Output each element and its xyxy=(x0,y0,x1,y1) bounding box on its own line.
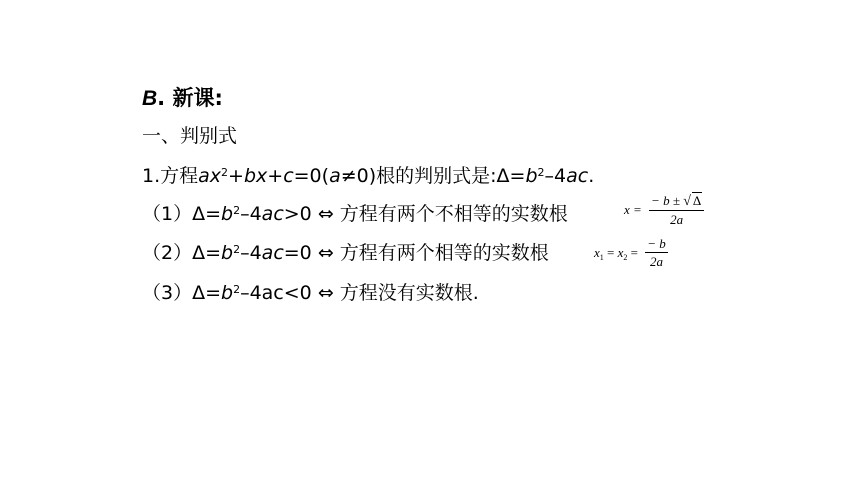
iff-arrow-icon: ⇔ xyxy=(317,282,334,304)
def-ax: ax xyxy=(198,165,222,187)
double-root-formula xyxy=(594,236,668,269)
case-relation: =0 xyxy=(283,242,312,264)
case-label: （3） xyxy=(142,282,193,304)
title-text: 新课: xyxy=(172,86,223,110)
case-3 xyxy=(142,281,479,305)
formula-numerator xyxy=(649,192,704,211)
def-square: 2 xyxy=(221,166,229,179)
def-prefix: 1.方程 xyxy=(142,165,199,187)
root-formula xyxy=(624,192,704,227)
def-b: b xyxy=(525,165,538,187)
iff-arrow-icon: ⇔ xyxy=(317,242,334,264)
def-plus: + xyxy=(228,165,244,187)
case-1 xyxy=(142,202,568,226)
x1: x xyxy=(594,244,600,260)
discriminant-definition xyxy=(142,164,594,188)
case-text: 方程有两个不相等的实数根 xyxy=(339,203,568,225)
def-c: c xyxy=(283,165,294,187)
case-delta: Δ= xyxy=(192,203,222,225)
case-text: 方程有两个相等的实数根 xyxy=(339,242,549,264)
def-condition: ≠0) xyxy=(340,165,377,187)
radicand: Δ xyxy=(692,193,702,208)
formula-denominator: 2a xyxy=(670,212,684,227)
def-square: 2 xyxy=(537,166,545,179)
def-equals: =0( xyxy=(293,165,330,187)
case-b: b xyxy=(221,203,234,225)
formula-lhs xyxy=(594,245,638,260)
case-ac: ac xyxy=(261,242,284,264)
def-bx: bx xyxy=(243,165,268,187)
def-a: a xyxy=(329,165,341,187)
equals: = xyxy=(603,244,618,260)
case-relation: >0 xyxy=(283,203,312,225)
case-label: （1） xyxy=(142,203,193,225)
iff-arrow-icon: ⇔ xyxy=(317,203,334,225)
title-separator: . xyxy=(157,86,166,110)
def-minus: –4 xyxy=(544,165,567,187)
case-b: b xyxy=(221,282,234,304)
def-text: 根的判别式是:Δ= xyxy=(376,165,526,187)
case-minus: –4 xyxy=(240,203,262,225)
case-minus: –4ac xyxy=(240,282,284,304)
case-delta: Δ= xyxy=(192,282,222,304)
case-ac: ac xyxy=(261,203,284,225)
case-label: （2） xyxy=(142,242,193,264)
case-minus: –4 xyxy=(240,242,262,264)
subsection-heading: 一、判别式 xyxy=(142,125,238,147)
sub-1: 1 xyxy=(599,252,604,262)
case-square: 2 xyxy=(233,283,241,296)
formula-fraction xyxy=(649,192,704,227)
section-title xyxy=(142,86,223,111)
case-relation: <0 xyxy=(283,282,312,304)
case-b: b xyxy=(221,242,234,264)
formula-numerator: − b xyxy=(647,236,666,251)
case-text: 方程没有实数根. xyxy=(339,282,479,304)
def-plus: + xyxy=(267,165,284,187)
case-delta: Δ= xyxy=(192,242,222,264)
def-ac: ac xyxy=(566,165,589,187)
title-letter: B xyxy=(142,87,158,110)
formula-denominator: 2a xyxy=(650,254,664,269)
formula-lhs: x = xyxy=(624,201,642,217)
x2: x xyxy=(617,244,624,260)
def-end: . xyxy=(588,165,595,187)
numerator-text: − b ± xyxy=(651,193,680,208)
case-square: 2 xyxy=(233,243,241,256)
sub-2: 2 xyxy=(623,252,628,262)
equals: = xyxy=(627,244,638,260)
formula-fraction xyxy=(645,236,668,269)
case-2 xyxy=(142,241,549,265)
sqrt-icon: √ xyxy=(683,194,691,209)
case-square: 2 xyxy=(233,204,241,217)
